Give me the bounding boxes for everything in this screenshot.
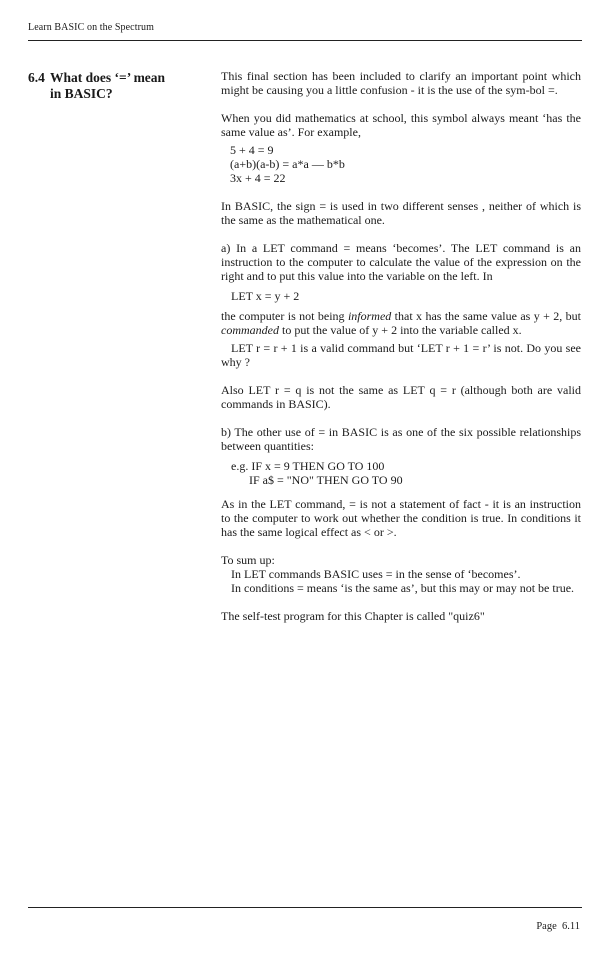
page-footer (536, 921, 580, 932)
sum-up-item: In conditions = means ‘is the same as’, but this may or may not be true. (231, 581, 575, 595)
let-example: LET x = y + 2 (231, 289, 300, 303)
maths-examples (230, 143, 581, 185)
footer-rule (28, 907, 582, 908)
informed-text: to put the value of y + 2 into the variable called x. (278, 323, 522, 337)
commanded-emphasis: commanded (221, 323, 279, 337)
body-text (221, 69, 581, 637)
sum-up-item: In LET commands BASIC uses = in the sense of ‘becomes’. (231, 567, 521, 581)
page-label: Page (536, 921, 557, 932)
sum-up-heading: To sum up: (221, 553, 275, 567)
other-use-paragraph: b) The other use of = in BASIC is as one of the six possible relationships between quantities: (221, 425, 581, 453)
section-title-line1: What does ‘=’ mean (50, 70, 166, 85)
section-heading (28, 70, 208, 102)
intro-paragraph: This final section has been included to clarify an important point which might be causing you a little confusion - it is the use of the sym-bol =. (221, 69, 581, 97)
page-number: 6.11 (562, 921, 580, 932)
informed-text: the computer is not being (221, 309, 348, 323)
maths-example: 3x + 4 = 22 (230, 171, 286, 185)
informed-emphasis: informed (347, 309, 392, 323)
let-paragraph: a) In a LET command = means ‘becomes’. The LET command is an instruction to the computer to calculate the value of the expression on the right and to put this value into the variable on the left. In (221, 241, 581, 283)
section-number: 6.4 (28, 70, 45, 85)
informed-text: that x has the same value as y + 2, but (391, 309, 581, 323)
valid-command-paragraph: LET r = r + 1 is a valid command but ‘LET r + 1 = r’ is not. Do you see why ? (221, 341, 581, 369)
section-title-line2: in BASIC? (50, 86, 113, 101)
self-test-paragraph: The self-test program for this Chapter is called "quiz6" (221, 609, 485, 623)
basic-senses-paragraph: In BASIC, the sign = is used in two different senses , neither of which is the same as the mathematical one. (221, 199, 581, 227)
condition-examples (231, 459, 581, 487)
maths-example: 5 + 4 = 9 (230, 143, 274, 157)
sum-up (221, 553, 581, 595)
also-paragraph: Also LET r = q is not the same as LET q = r (although both are valid commands in BASIC). (221, 383, 581, 411)
maths-paragraph: When you did mathematics at school, this symbol always meant ‘has the same value as’. For example, (221, 111, 581, 139)
informed-paragraph (221, 309, 581, 337)
condition-example: IF a$ = "NO" THEN GO TO 90 (231, 473, 403, 487)
as-in-let-paragraph: As in the LET command, = is not a statement of fact - it is an instruction to the computer to work out whether the condition is true. In conditions it has the same logical effect as < or >. (221, 497, 581, 539)
maths-example: (a+b)(a-b) = a*a — b*b (230, 157, 345, 171)
header-rule (28, 40, 582, 41)
running-head: Learn BASIC on the Spectrum (28, 22, 155, 33)
condition-example: e.g. IF x = 9 THEN GO TO 100 (231, 459, 385, 473)
